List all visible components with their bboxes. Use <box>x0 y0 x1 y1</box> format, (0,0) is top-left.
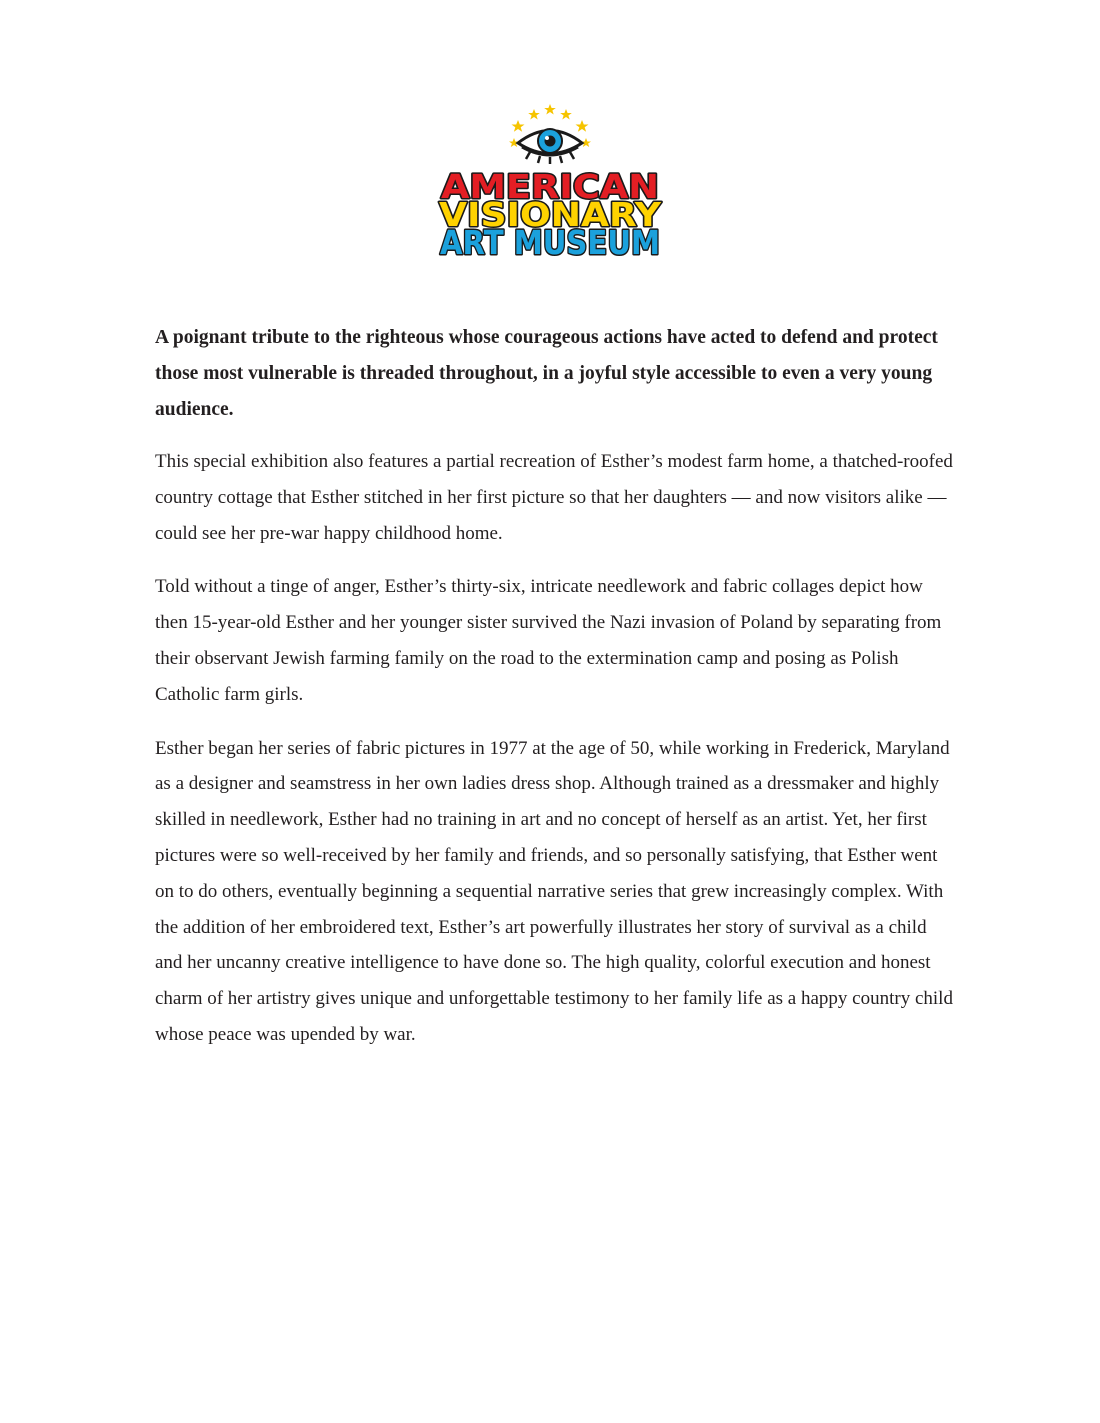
eye-icon <box>518 129 582 164</box>
museum-logo-graphic <box>430 100 670 265</box>
logo-word-visionary: VISIONARY <box>439 195 663 234</box>
body-paragraph: Esther began her series of fabric pictures in 1977 at the age of 50, while working in Frederick, Maryland as a designer and seamstress in her own ladies dress shop. Although trained as a dressmaker and highly skilled in needlework, Esther had no training in art and no concept of herself as an artist. Yet, her first pictures were so well-received by her family and friends, and so personally satisfying, that Esther went on to do others, eventually beginning a sequential narrative series that grew increasingly complex. With the addition of her embroidered text, Esther’s art powerfully illustrates her story of survival as a child and her uncanny creative intelligence to have done so. The high quality, colorful execution and honest charm of her artistry gives unique and unforgettable testimony to her family life as a happy country child whose peace was upended by war. <box>155 737 953 1045</box>
logo-word-american: AMERICAN <box>441 167 659 206</box>
intro-paragraph: A poignant tribute to the righteous whose courageous actions have acted to defend and protect those most vulnerable is threaded throughout, in a joyful style accessible to even a very young audience. <box>155 327 938 420</box>
body-paragraph: This special exhibition also features a partial recreation of Esther’s modest farm home, a thatched-roofed country cottage that Esther stitched in her first picture so that her daughters — and now visitors alike — could see her pre-war happy childhood home. <box>155 451 953 544</box>
body-paragraph: Told without a tinge of anger, Esther’s thirty-six, intricate needlework and fabric collages depict how then 15-year-old Esther and her younger sister survived the Nazi invasion of Poland by separating from their observant Jewish farming family on the road to the extermination camp and posing as Polish Catholic farm girls. <box>155 576 942 705</box>
article-body <box>155 320 955 1071</box>
logo-word-art-museum: ART MUSEUM <box>440 223 660 262</box>
museum-logo <box>430 100 670 265</box>
